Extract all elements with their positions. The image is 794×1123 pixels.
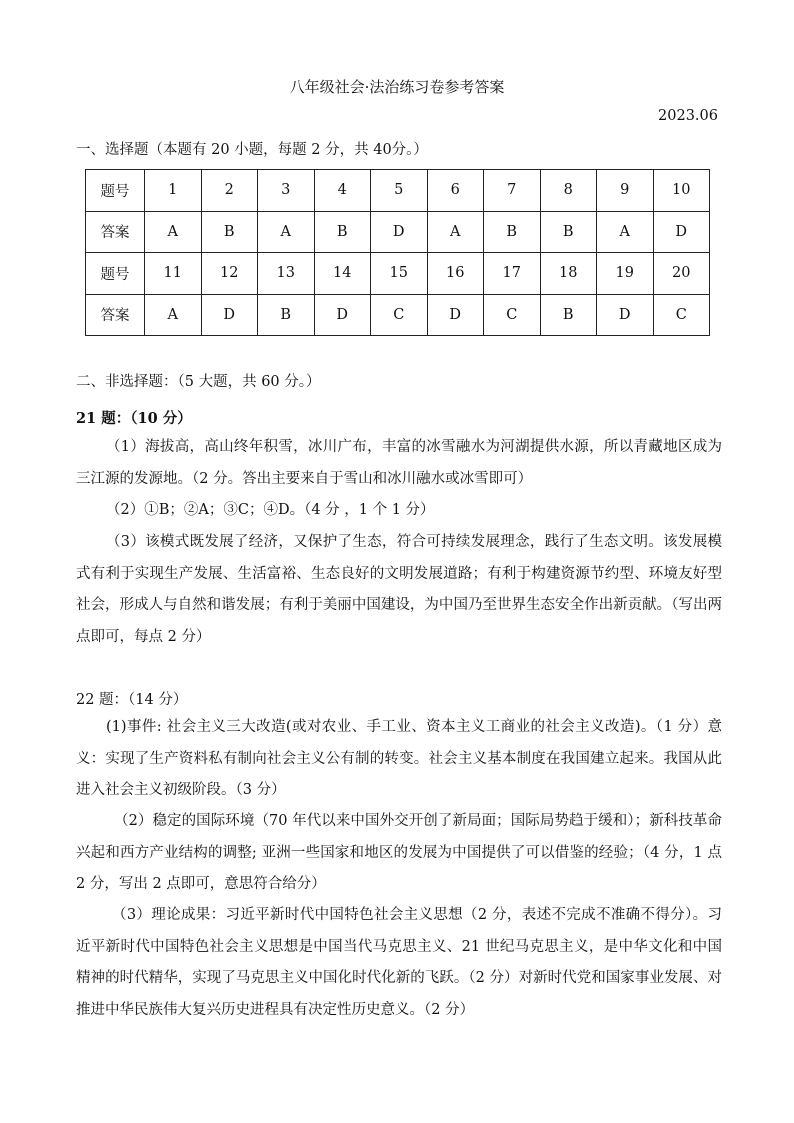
document-title: 八年级社会·法治练习卷参考答案 xyxy=(289,78,505,96)
table-cell: D xyxy=(597,294,654,336)
table-cell: D xyxy=(653,211,710,253)
table-cell: 1 xyxy=(145,170,202,212)
table-cell: C xyxy=(653,294,710,336)
table-cell: 7 xyxy=(484,170,541,212)
table-cell: C xyxy=(484,294,541,336)
table-cell: 6 xyxy=(427,170,484,212)
q22-answer-3: （3）理论成果：习近平新时代中国特色社会主义思想（2 分，表述不完成不准确不得分）。习近平新时代中国特色社会主义思想是中国当代马克思主义、21 世纪马克思主义，是中华文化和中国精神的时代精华，实现了马克思主义中国化时代化新的飞跃。（2 分）对新时代党和国家事业发展、对推进中华民族伟大复兴历史进程具有决定性历史意义。（2 分） xyxy=(76,907,722,1018)
table-cell: 9 xyxy=(597,170,654,212)
table-cell: 14 xyxy=(314,253,371,295)
table-cell: B xyxy=(314,211,371,253)
table-row-numbers-2 xyxy=(86,253,710,295)
table-cell: A xyxy=(258,211,315,253)
table-cell: D xyxy=(427,294,484,336)
answer-table xyxy=(85,169,710,336)
table-cell: 16 xyxy=(427,253,484,295)
table-row-answers-1 xyxy=(86,211,710,253)
q21-heading: 21 题：（10 分） xyxy=(76,410,192,427)
row-label-question: 题号 xyxy=(86,253,145,295)
table-cell: B xyxy=(540,294,597,336)
q22-answer-2: （2）稳定的国际环境（70 年代以来中国外交开创了新局面；国际局势趋于缓和）；新科技革命兴起和西方产业结构的调整; 亚洲一些国家和地区的发展为中国提供了可以借鉴的经验；（4 分，1 点 2 分，写出 2 点即可，意思符合给分） xyxy=(76,813,722,892)
table-cell: 20 xyxy=(653,253,710,295)
table-cell: 3 xyxy=(258,170,315,212)
table-cell: 13 xyxy=(258,253,315,295)
table-cell: 5 xyxy=(371,170,428,212)
row-label-answer: 答案 xyxy=(86,211,145,253)
row-label-question: 题号 xyxy=(86,170,145,212)
table-row-answers-2 xyxy=(86,294,710,336)
table-cell: A xyxy=(145,211,202,253)
table-cell: 8 xyxy=(540,170,597,212)
table-cell: A xyxy=(597,211,654,253)
section2-heading: 二、非选择题：（5 大题，共 60 分。） xyxy=(76,374,321,390)
table-cell: 2 xyxy=(201,170,258,212)
row-label-answer: 答案 xyxy=(86,294,145,336)
table-cell: D xyxy=(371,211,428,253)
q21-answer-1: （1）海拔高，高山终年积雪，冰川广布，丰富的冰雪融水为河湖提供水源，所以青藏地区成为三江源的发源地。（2 分。答出主要来自于雪山和冰川融水或冰雪即可） xyxy=(76,439,722,487)
table-cell: B xyxy=(540,211,597,253)
table-cell: D xyxy=(314,294,371,336)
table-cell: A xyxy=(145,294,202,336)
table-cell: C xyxy=(371,294,428,336)
table-cell: B xyxy=(258,294,315,336)
table-cell: A xyxy=(427,211,484,253)
table-cell: 10 xyxy=(653,170,710,212)
table-cell: B xyxy=(484,211,541,253)
table-cell: 12 xyxy=(201,253,258,295)
table-cell: 18 xyxy=(540,253,597,295)
section1-heading: 一、选择题（本题有 20 小题，每题 2 分，共 40分。） xyxy=(76,142,428,158)
document-date: 2023.06 xyxy=(658,108,718,124)
table-cell: 17 xyxy=(484,253,541,295)
table-cell: B xyxy=(201,211,258,253)
table-cell: 19 xyxy=(597,253,654,295)
table-cell: 15 xyxy=(371,253,428,295)
q22-answer-1: (1)事件: 社会主义三大改造(或对农业、手工业、资本主义工商业的社会主义改造)。（1 分）意义：实现了生产资料私有制向社会主义公有制的转变。社会主义基本制度在我国建立起来。我国从此进入社会主义初级阶段。（3 分） xyxy=(76,719,722,798)
q21-answer-2: （2）①B；②A；③C；④D。（4 分 ，1 个 1 分） xyxy=(106,502,435,518)
table-row-numbers-1 xyxy=(86,170,710,212)
table-cell: 11 xyxy=(145,253,202,295)
table-cell: 4 xyxy=(314,170,371,212)
q22-heading: 22 题：（14 分） xyxy=(76,692,188,708)
q21-answer-3: （3）该模式既发展了经济，又保护了生态，符合可持续发展理念，践行了生态文明。该发展模式有利于实现生产发展、生活富裕、生态良好的文明发展道路；有利于构建资源节约型、环境友好型社会，形成人与自然和谐发展；有利于美丽中国建设，为中国乃至世界生态安全作出新贡献。（写出两点即可，每点 2 分） xyxy=(76,534,722,645)
table-cell: D xyxy=(201,294,258,336)
